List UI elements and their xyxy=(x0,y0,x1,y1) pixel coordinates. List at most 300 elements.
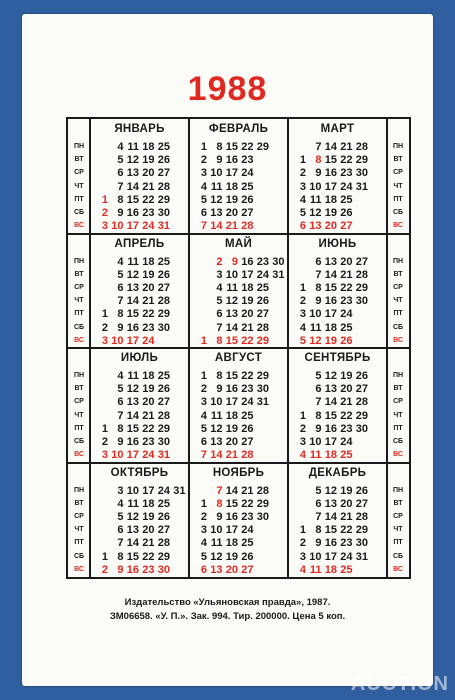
day-number: 25 xyxy=(340,193,353,206)
weekday-label: ВТ xyxy=(393,385,403,393)
day-number: 27 xyxy=(355,497,368,510)
day-number: 15 xyxy=(324,281,337,294)
day-number: 19 xyxy=(225,193,238,206)
day-number: 17 xyxy=(126,334,139,347)
day-number: 26 xyxy=(241,550,254,563)
day-number: 22 xyxy=(340,281,353,294)
day-number: 12 xyxy=(309,207,322,219)
day-number: 26 xyxy=(355,370,368,382)
day-number: 13 xyxy=(210,207,223,219)
day-number: 5 xyxy=(117,268,124,281)
day-number: 6 xyxy=(200,436,207,448)
day-number: 23 xyxy=(241,383,254,396)
day-number: 24 xyxy=(340,436,353,448)
weekday-label: ВТ xyxy=(74,499,84,507)
month-days xyxy=(193,370,273,466)
weekday-label: ПТ xyxy=(393,310,403,318)
day-number: 8 xyxy=(315,409,322,422)
weekday-label: ВС xyxy=(393,336,403,344)
weekday-label: ВТ xyxy=(74,156,84,164)
day-number: 26 xyxy=(157,383,170,396)
day-number: 27 xyxy=(157,167,170,180)
weekday-label: ВС xyxy=(393,451,403,459)
month-name: ЯНВАРЬ xyxy=(114,123,165,135)
day-number: 13 xyxy=(126,167,139,180)
month-days xyxy=(94,256,174,352)
day-number: 1 xyxy=(200,334,207,347)
weekday-label: СР xyxy=(393,283,403,291)
day-number: 9 xyxy=(216,154,223,167)
day-number: 29 xyxy=(157,193,170,206)
day-number: 21 xyxy=(142,537,155,550)
day-number: 12 xyxy=(324,370,337,382)
day-number: 27 xyxy=(355,383,368,396)
day-number: 30 xyxy=(355,422,368,435)
day-number: 22 xyxy=(142,193,155,206)
day-number: 9 xyxy=(315,422,322,435)
day-number: 19 xyxy=(324,207,337,219)
day-number: 9 xyxy=(216,383,223,396)
day-number: 14 xyxy=(210,220,223,233)
day-number: 2 xyxy=(216,255,223,268)
day-number: 4 xyxy=(200,180,207,193)
day-number: 27 xyxy=(157,524,170,537)
day-number: 10 xyxy=(309,550,322,563)
day-number: 1 xyxy=(200,370,207,382)
weekday-label: ПТ xyxy=(74,539,84,547)
day-number: 19 xyxy=(340,484,353,497)
day-number: 16 xyxy=(225,154,238,167)
day-number: 7 xyxy=(117,537,124,550)
day-number: 25 xyxy=(157,255,170,268)
day-number: 22 xyxy=(340,409,353,422)
day-number: 24 xyxy=(241,396,254,409)
weekday-label: ПТ xyxy=(393,424,403,432)
calendar-grid xyxy=(66,117,411,579)
weekday-label: ВТ xyxy=(74,385,84,393)
day-number: 26 xyxy=(241,422,254,435)
day-number: 30 xyxy=(157,563,170,576)
day-number: 5 xyxy=(200,550,207,563)
weekday-label: ПН xyxy=(73,257,85,265)
day-number: 31 xyxy=(157,220,170,233)
month-name: ИЮЛЬ xyxy=(120,352,159,364)
day-number: 25 xyxy=(241,180,254,193)
day-number: 10 xyxy=(111,220,124,233)
day-number: 12 xyxy=(210,550,223,563)
day-number: 6 xyxy=(117,396,124,409)
publisher-line-1: Издательство «Ульяновская правда», 1987. xyxy=(124,597,331,608)
day-number: 26 xyxy=(157,268,170,281)
day-number: 28 xyxy=(355,396,368,409)
day-number: 15 xyxy=(126,193,139,206)
day-number: 16 xyxy=(126,436,139,448)
day-number: 18 xyxy=(225,180,238,193)
day-number: 12 xyxy=(126,268,139,281)
day-number: 14 xyxy=(324,510,337,523)
day-number: 18 xyxy=(142,497,155,510)
day-number: 1 xyxy=(101,422,108,435)
day-number: 27 xyxy=(241,436,254,448)
day-number: 22 xyxy=(340,154,353,167)
day-number: 10 xyxy=(309,436,322,448)
day-number: 17 xyxy=(241,268,254,281)
weekday-label: СР xyxy=(74,283,84,291)
weekday-column-right xyxy=(387,485,409,577)
day-number: 7 xyxy=(200,220,207,233)
day-number: 22 xyxy=(241,334,254,347)
weekday-column-right xyxy=(387,141,409,233)
weekday-label: ПН xyxy=(73,372,85,379)
weekday-column-left xyxy=(68,141,90,233)
day-number: 9 xyxy=(117,563,124,576)
day-number: 16 xyxy=(241,255,254,268)
day-number: 21 xyxy=(142,180,155,193)
weekday-label: ЧТ xyxy=(393,297,403,305)
day-number: 8 xyxy=(315,281,322,294)
year-title: 1988 xyxy=(187,70,268,108)
weekday-label: ЧТ xyxy=(393,411,403,419)
day-number: 1 xyxy=(101,550,108,563)
day-number: 21 xyxy=(340,141,353,153)
day-number: 4 xyxy=(299,321,306,334)
day-number: 28 xyxy=(256,484,269,497)
day-number: 8 xyxy=(216,497,223,510)
day-number: 3 xyxy=(200,396,207,409)
day-number: 25 xyxy=(340,563,353,576)
day-number: 19 xyxy=(142,383,155,396)
day-number: 26 xyxy=(340,334,353,347)
day-number: 29 xyxy=(256,370,269,382)
day-number: 18 xyxy=(324,563,337,576)
day-number: 11 xyxy=(210,180,223,193)
month-name: АПРЕЛЬ xyxy=(114,237,165,250)
day-number: 23 xyxy=(241,154,254,167)
day-number: 8 xyxy=(216,141,223,153)
day-number: 30 xyxy=(256,383,269,396)
day-number: 27 xyxy=(241,207,254,219)
day-number: 29 xyxy=(355,154,368,167)
day-number: 14 xyxy=(225,484,238,497)
day-number: 13 xyxy=(309,220,322,233)
day-number: 16 xyxy=(324,295,337,308)
day-number: 5 xyxy=(315,484,322,497)
day-number: 13 xyxy=(126,524,139,537)
day-number: 19 xyxy=(142,154,155,167)
day-number: 2 xyxy=(200,383,207,396)
weekday-label: СБ xyxy=(392,323,404,331)
day-number: 2 xyxy=(101,563,108,576)
day-number: 18 xyxy=(225,537,238,550)
day-number: 13 xyxy=(126,281,139,294)
month-name: МАРТ xyxy=(320,123,355,135)
day-number: 28 xyxy=(355,141,368,153)
day-number: 5 xyxy=(200,193,207,206)
publisher-info xyxy=(22,596,433,624)
day-number: 9 xyxy=(315,167,322,180)
day-number: 2 xyxy=(299,295,306,308)
day-number: 9 xyxy=(216,510,223,523)
day-number: 13 xyxy=(324,497,337,510)
day-number: 23 xyxy=(142,436,155,448)
day-number: 20 xyxy=(225,563,238,576)
day-number: 2 xyxy=(101,436,108,448)
day-number: 11 xyxy=(127,497,139,510)
day-number: 23 xyxy=(142,563,155,576)
day-number: 8 xyxy=(216,334,223,347)
month-days xyxy=(193,141,273,237)
day-number: 9 xyxy=(315,537,322,550)
weekday-label: ЧТ xyxy=(74,182,84,190)
weekday-label: СБ xyxy=(73,209,85,216)
day-number: 27 xyxy=(241,563,254,576)
day-number: 7 xyxy=(216,321,223,334)
day-number: 25 xyxy=(241,537,254,550)
day-number: 20 xyxy=(225,436,238,448)
month-name: ДЕКАБРЬ xyxy=(308,466,367,479)
day-number: 7 xyxy=(200,449,207,462)
day-number: 27 xyxy=(256,308,269,321)
weekday-label: ПТ xyxy=(74,310,84,318)
day-number: 18 xyxy=(225,409,238,422)
day-number: 25 xyxy=(157,497,170,510)
day-number: 6 xyxy=(315,383,322,396)
day-number: 6 xyxy=(200,207,207,219)
day-number: 29 xyxy=(157,422,170,435)
day-number: 28 xyxy=(157,537,170,550)
day-number: 2 xyxy=(200,510,207,523)
day-number: 17 xyxy=(225,167,238,180)
auction-watermark: AUCTION xyxy=(350,673,449,695)
day-number: 23 xyxy=(142,207,155,219)
day-number: 20 xyxy=(324,220,337,233)
day-number: 17 xyxy=(142,484,155,497)
day-number: 10 xyxy=(126,484,139,497)
day-number: 21 xyxy=(241,484,254,497)
day-number: 5 xyxy=(299,334,306,347)
day-number: 10 xyxy=(210,396,223,409)
weekday-label: ПН xyxy=(392,372,404,379)
day-number: 12 xyxy=(126,383,139,396)
day-number: 3 xyxy=(117,484,124,497)
weekday-label: ВТ xyxy=(393,156,403,164)
day-number: 19 xyxy=(340,370,353,382)
day-number: 17 xyxy=(324,308,337,321)
day-number: 1 xyxy=(101,308,108,321)
day-number: 24 xyxy=(142,220,155,233)
day-number: 12 xyxy=(225,295,238,308)
day-number: 6 xyxy=(299,220,306,233)
day-number: 8 xyxy=(117,193,124,206)
weekday-label: ПТ xyxy=(393,195,403,203)
day-number: 4 xyxy=(117,141,124,153)
weekday-label: СБ xyxy=(73,438,85,445)
day-number: 15 xyxy=(324,524,337,537)
day-number: 13 xyxy=(210,563,223,576)
day-number: 11 xyxy=(309,563,322,576)
day-number: 30 xyxy=(355,295,368,308)
day-number: 9 xyxy=(117,321,124,334)
weekday-label: СР xyxy=(74,512,84,520)
day-number: 2 xyxy=(299,537,306,550)
day-number: 29 xyxy=(157,550,170,563)
day-number: 28 xyxy=(241,220,254,233)
month-days xyxy=(94,370,174,466)
day-number: 2 xyxy=(101,321,108,334)
day-number: 12 xyxy=(210,422,223,435)
day-number: 6 xyxy=(200,563,207,576)
day-number: 30 xyxy=(157,436,170,448)
day-number: 26 xyxy=(157,510,170,523)
day-number: 25 xyxy=(241,409,254,422)
day-number: 29 xyxy=(355,524,368,537)
day-number: 20 xyxy=(241,308,254,321)
day-number: 2 xyxy=(299,422,306,435)
day-number: 17 xyxy=(225,524,238,537)
day-number: 27 xyxy=(157,281,170,294)
day-number: 5 xyxy=(299,207,306,219)
day-number: 28 xyxy=(241,449,254,462)
day-number: 3 xyxy=(200,167,207,180)
day-number: 19 xyxy=(241,295,254,308)
day-number: 22 xyxy=(241,497,254,510)
day-number: 1 xyxy=(200,497,207,510)
day-number: 26 xyxy=(256,295,269,308)
day-number: 1 xyxy=(299,154,306,167)
day-number: 14 xyxy=(225,321,238,334)
day-number: 17 xyxy=(126,449,139,462)
day-number: 4 xyxy=(117,497,124,510)
day-number: 14 xyxy=(126,295,139,308)
day-number: 10 xyxy=(309,180,322,193)
day-number: 5 xyxy=(315,370,322,382)
weekday-label: ПН xyxy=(392,486,404,494)
day-number: 15 xyxy=(225,334,238,347)
day-number: 10 xyxy=(210,167,223,180)
day-number: 15 xyxy=(126,422,139,435)
day-number: 30 xyxy=(272,255,285,268)
day-number: 26 xyxy=(355,484,368,497)
weekday-column-left xyxy=(68,370,90,462)
day-number: 15 xyxy=(324,409,337,422)
day-number: 11 xyxy=(210,409,223,422)
day-number: 15 xyxy=(225,141,238,153)
weekday-label: СБ xyxy=(73,323,85,331)
day-number: 5 xyxy=(117,383,124,396)
day-number: 28 xyxy=(157,409,170,422)
day-number: 5 xyxy=(200,422,207,435)
day-number: 7 xyxy=(117,180,124,193)
day-number: 16 xyxy=(126,321,139,334)
month-name: НОЯБРЬ xyxy=(212,466,265,479)
day-number: 19 xyxy=(142,268,155,281)
day-number: 21 xyxy=(142,295,155,308)
day-number: 28 xyxy=(256,321,269,334)
weekday-label: ВС xyxy=(74,336,84,344)
weekday-label: СБ xyxy=(392,552,404,560)
day-number: 10 xyxy=(309,308,322,321)
day-number: 22 xyxy=(241,370,254,382)
day-number: 4 xyxy=(299,193,306,206)
day-number: 21 xyxy=(241,321,254,334)
day-number: 11 xyxy=(127,141,139,153)
day-number: 7 xyxy=(315,510,322,523)
day-number: 21 xyxy=(340,510,353,523)
weekday-label: ЧТ xyxy=(74,297,84,305)
day-number: 18 xyxy=(324,449,337,462)
weekday-label: ВТ xyxy=(393,499,403,507)
day-number: 9 xyxy=(117,436,124,448)
day-number: 14 xyxy=(126,409,139,422)
day-number: 12 xyxy=(126,154,139,167)
weekday-label: ЧТ xyxy=(393,526,403,534)
day-number: 18 xyxy=(142,255,155,268)
weekday-column-left xyxy=(68,485,90,577)
day-number: 18 xyxy=(142,141,155,153)
day-number: 16 xyxy=(126,207,139,219)
day-number: 26 xyxy=(241,193,254,206)
day-number: 27 xyxy=(340,220,353,233)
day-number: 8 xyxy=(315,154,322,167)
day-number: 23 xyxy=(340,167,353,180)
day-number: 4 xyxy=(200,537,207,550)
day-number: 26 xyxy=(340,207,353,219)
day-number: 7 xyxy=(315,141,322,153)
day-number: 19 xyxy=(225,422,238,435)
month-name: АВГУСТ xyxy=(214,352,263,364)
day-number: 7 xyxy=(315,396,322,409)
day-number: 14 xyxy=(324,141,337,153)
day-number: 21 xyxy=(142,409,155,422)
weekday-label: ЧТ xyxy=(74,411,84,419)
day-number: 8 xyxy=(216,370,223,382)
day-number: 6 xyxy=(117,524,124,537)
day-number: 4 xyxy=(216,281,223,294)
day-number: 19 xyxy=(324,334,337,347)
day-number: 22 xyxy=(241,141,254,153)
month-name: СЕНТЯБРЬ xyxy=(304,352,371,364)
day-number: 24 xyxy=(241,524,254,537)
day-number: 21 xyxy=(340,396,353,409)
weekday-label: ВС xyxy=(74,565,84,573)
day-number: 18 xyxy=(324,321,337,334)
weekday-label: ВС xyxy=(74,451,84,459)
day-number: 3 xyxy=(200,524,207,537)
weekday-label: ПТ xyxy=(393,539,403,547)
weekday-label: ВС xyxy=(74,222,84,230)
day-number: 11 xyxy=(309,193,322,206)
day-number: 14 xyxy=(126,180,139,193)
day-number: 10 xyxy=(225,268,238,281)
weekday-label: СР xyxy=(74,398,84,406)
day-number: 29 xyxy=(256,141,269,153)
day-number: 7 xyxy=(216,484,223,497)
day-number: 17 xyxy=(324,550,337,563)
day-number: 29 xyxy=(256,334,269,347)
day-number: 25 xyxy=(340,449,353,462)
day-number: 18 xyxy=(241,281,254,294)
day-number: 15 xyxy=(324,154,337,167)
day-number: 14 xyxy=(126,537,139,550)
day-number: 4 xyxy=(299,449,306,462)
day-number: 16 xyxy=(324,537,337,550)
month-name: ИЮНЬ xyxy=(318,237,357,250)
day-number: 31 xyxy=(256,396,269,409)
day-number: 11 xyxy=(210,537,223,550)
day-number: 3 xyxy=(101,220,108,233)
day-number: 24 xyxy=(157,484,170,497)
weekday-label: ВТ xyxy=(74,270,84,278)
